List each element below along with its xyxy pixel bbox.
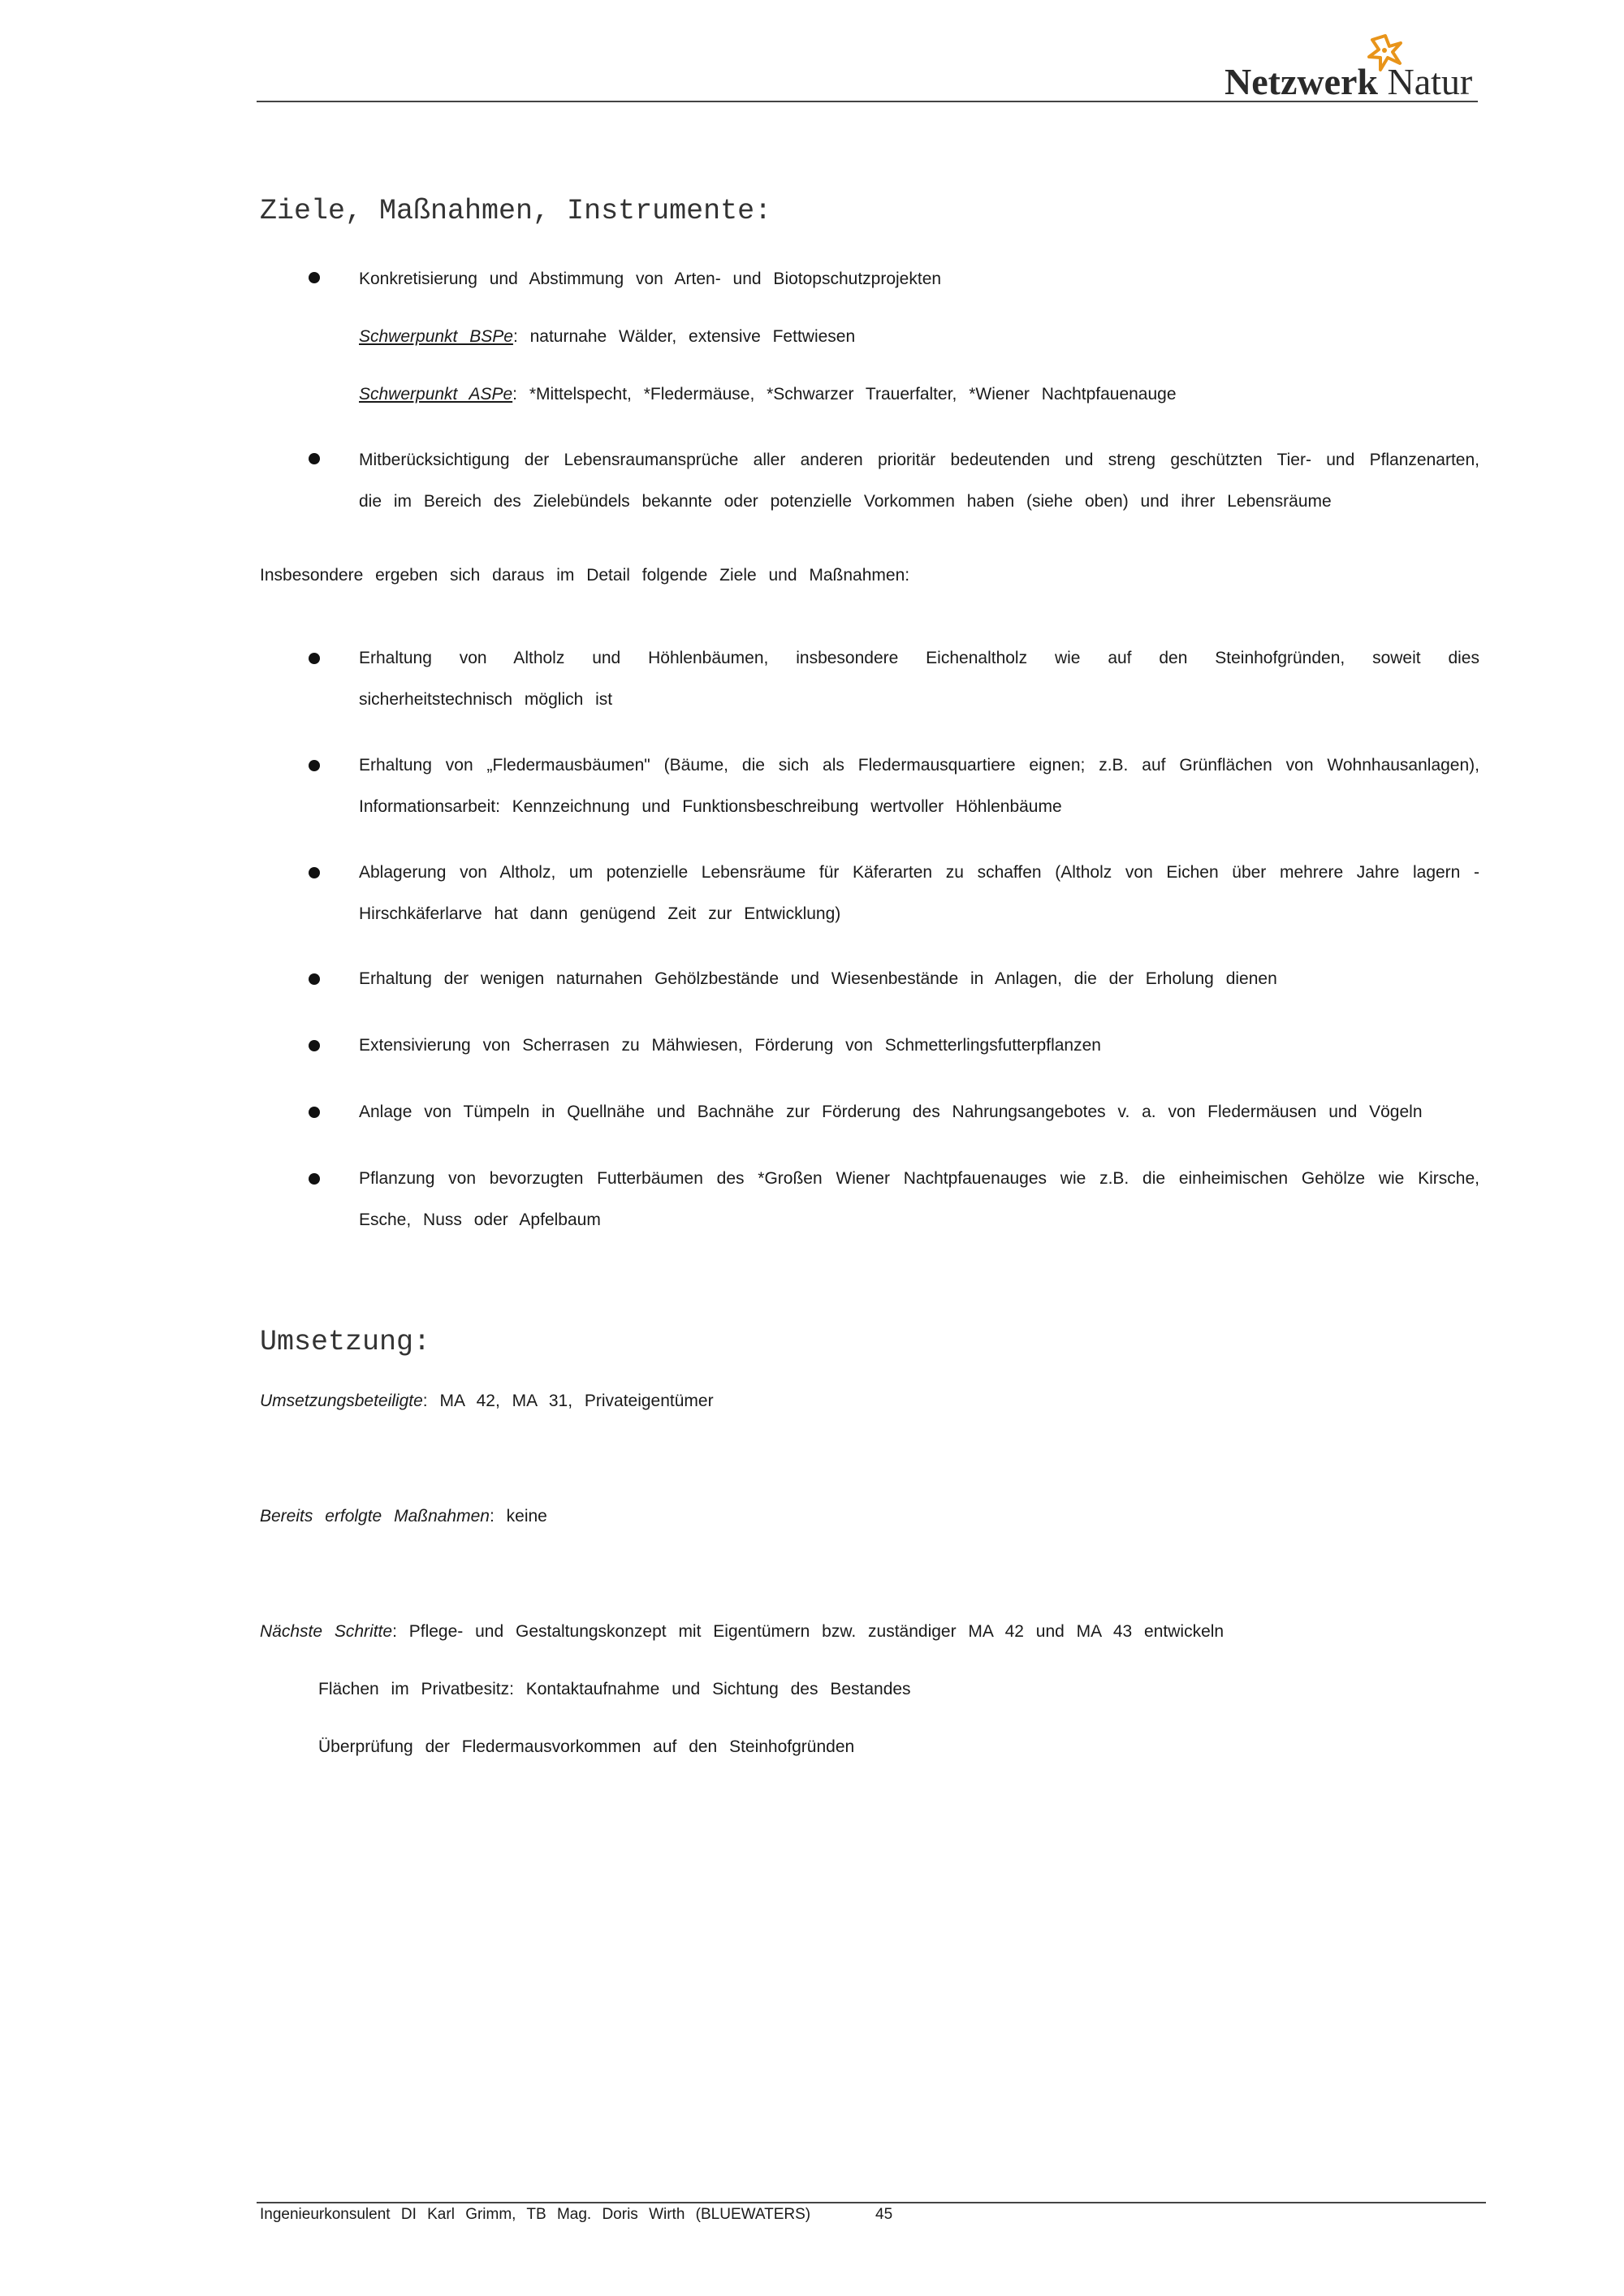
measure-item-continued: Esche, Nuss oder Apfelbaum xyxy=(359,1211,601,1229)
measure-item-continued: sicherheitstechnisch möglich ist xyxy=(359,690,613,709)
participants-line xyxy=(260,1392,714,1411)
measure-item: Erhaltung von „Fledermausbäumen" (Bäume, die sich als Fledermausquartiere eignen; z.B. auf Grünflächen von Wohnhausanlagen), xyxy=(359,756,1479,775)
header-divider xyxy=(257,101,1478,102)
measure-item: Anlage von Tümpeln in Quellnähe und Bachnähe zur Förderung des Nahrungsangebotes v. a. von Fledermäusen und Vögeln xyxy=(359,1103,1423,1121)
bullet-point xyxy=(309,1040,320,1051)
completed-measures-line xyxy=(260,1507,547,1526)
bullet-point xyxy=(309,653,320,664)
sub-item-text: : *Mittelspecht, *Fledermäuse, *Schwarzer Trauerfalter, *Wiener Nachtpfauenauge xyxy=(512,385,1177,404)
next-step-item: Überprüfung der Fledermausvorkommen auf den Steinhofgründen xyxy=(318,1737,855,1756)
page-number: 45 xyxy=(875,2206,893,2223)
bullet-text: Mitberücksichtigung der Lebensraumansprüche aller anderen prioritär bedeutenden und streng geschützten Tier- und Pflanzenarten, xyxy=(359,451,1479,469)
bullet-point xyxy=(309,867,320,878)
measure-item: Extensivierung von Scherrasen zu Mähwiesen, Förderung von Schmetterlingsfutterpflanzen xyxy=(359,1036,1101,1055)
bullet-point xyxy=(309,272,320,283)
logo-bold-text: Netzwerk xyxy=(1224,61,1379,102)
section-heading-goals: Ziele, Maßnahmen, Instrumente: xyxy=(260,195,772,227)
bullet-text-continued: die im Bereich des Zielebündels bekannte oder potenzielle Vorkommen haben (siehe oben) und ihrer Lebensräume xyxy=(359,492,1332,511)
measure-item: Erhaltung von Altholz und Höhlenbäumen, insbesondere Eichenaltholz wie auf den Steinhofgründen, soweit dies xyxy=(359,649,1479,667)
bullet-point xyxy=(309,453,320,464)
measure-item-continued: Informationsarbeit: Kennzeichnung und Funktionsbeschreibung wertvoller Höhlenbäume xyxy=(359,797,1062,816)
sub-item-text: : naturnahe Wälder, extensive Fettwiesen xyxy=(512,327,856,346)
section-heading-implementation: Umsetzung: xyxy=(260,1326,431,1358)
measure-item: Erhaltung der wenigen naturnahen Gehölzbestände und Wiesenbestände in Anlagen, die der Erholung dienen xyxy=(359,969,1277,988)
logo-regular-text: Natur xyxy=(1387,61,1473,102)
measure-item: Pflanzung von bevorzugten Futterbäumen des *Großen Wiener Nachtpfauenauges wie z.B. die einheimischen Gehölze wie Kirsche, xyxy=(359,1169,1479,1188)
bullet-point xyxy=(309,973,320,985)
star-figure-icon xyxy=(1363,32,1408,73)
sub-item-label: Schwerpunkt BSPe xyxy=(359,327,513,346)
bullet-text: Konkretisierung und Abstimmung von Arten- und Biotopschutzprojekten xyxy=(359,270,942,288)
footer-divider xyxy=(257,2202,1486,2203)
next-steps-label: Nächste Schritte xyxy=(260,1622,393,1641)
completed-measures-label: Bereits erfolgte Maßnahmen xyxy=(260,1507,490,1526)
next-step-item: Flächen im Privatbesitz: Kontaktaufnahme und Sichtung des Bestandes xyxy=(318,1680,911,1698)
sub-item-aspe xyxy=(359,385,1177,404)
participants-text: : MA 42, MA 31, Privateigentümer xyxy=(422,1392,714,1410)
intro-text: Insbesondere ergeben sich daraus im Detail folgende Ziele und Maßnahmen: xyxy=(260,566,910,585)
measure-item-continued: Hirschkäferlarve hat dann genügend Zeit zur Entwicklung) xyxy=(359,904,841,923)
footer-author: Ingenieurkonsulent DI Karl Grimm, TB Mag. Doris Wirth (BLUEWATERS) xyxy=(260,2206,811,2223)
next-steps-line xyxy=(260,1622,1224,1642)
bullet-point xyxy=(309,1173,320,1185)
logo xyxy=(1224,60,1472,103)
bullet-point xyxy=(309,760,320,771)
completed-measures-text: : keine xyxy=(489,1507,547,1526)
participants-label: Umsetzungsbeteiligte xyxy=(260,1392,423,1410)
measure-item: Ablagerung von Altholz, um potenzielle Lebensräume für Käferarten zu schaffen (Altholz von Eichen über mehrere Jahre lagern - xyxy=(359,863,1479,882)
bullet-point xyxy=(309,1107,320,1118)
sub-item-bspe xyxy=(359,327,855,347)
next-steps-text: : Pflege- und Gestaltungskonzept mit Eigentümern bzw. zuständiger MA 42 und MA 43 entwickeln xyxy=(392,1622,1224,1641)
sub-item-label: Schwerpunkt ASPe xyxy=(359,385,513,404)
